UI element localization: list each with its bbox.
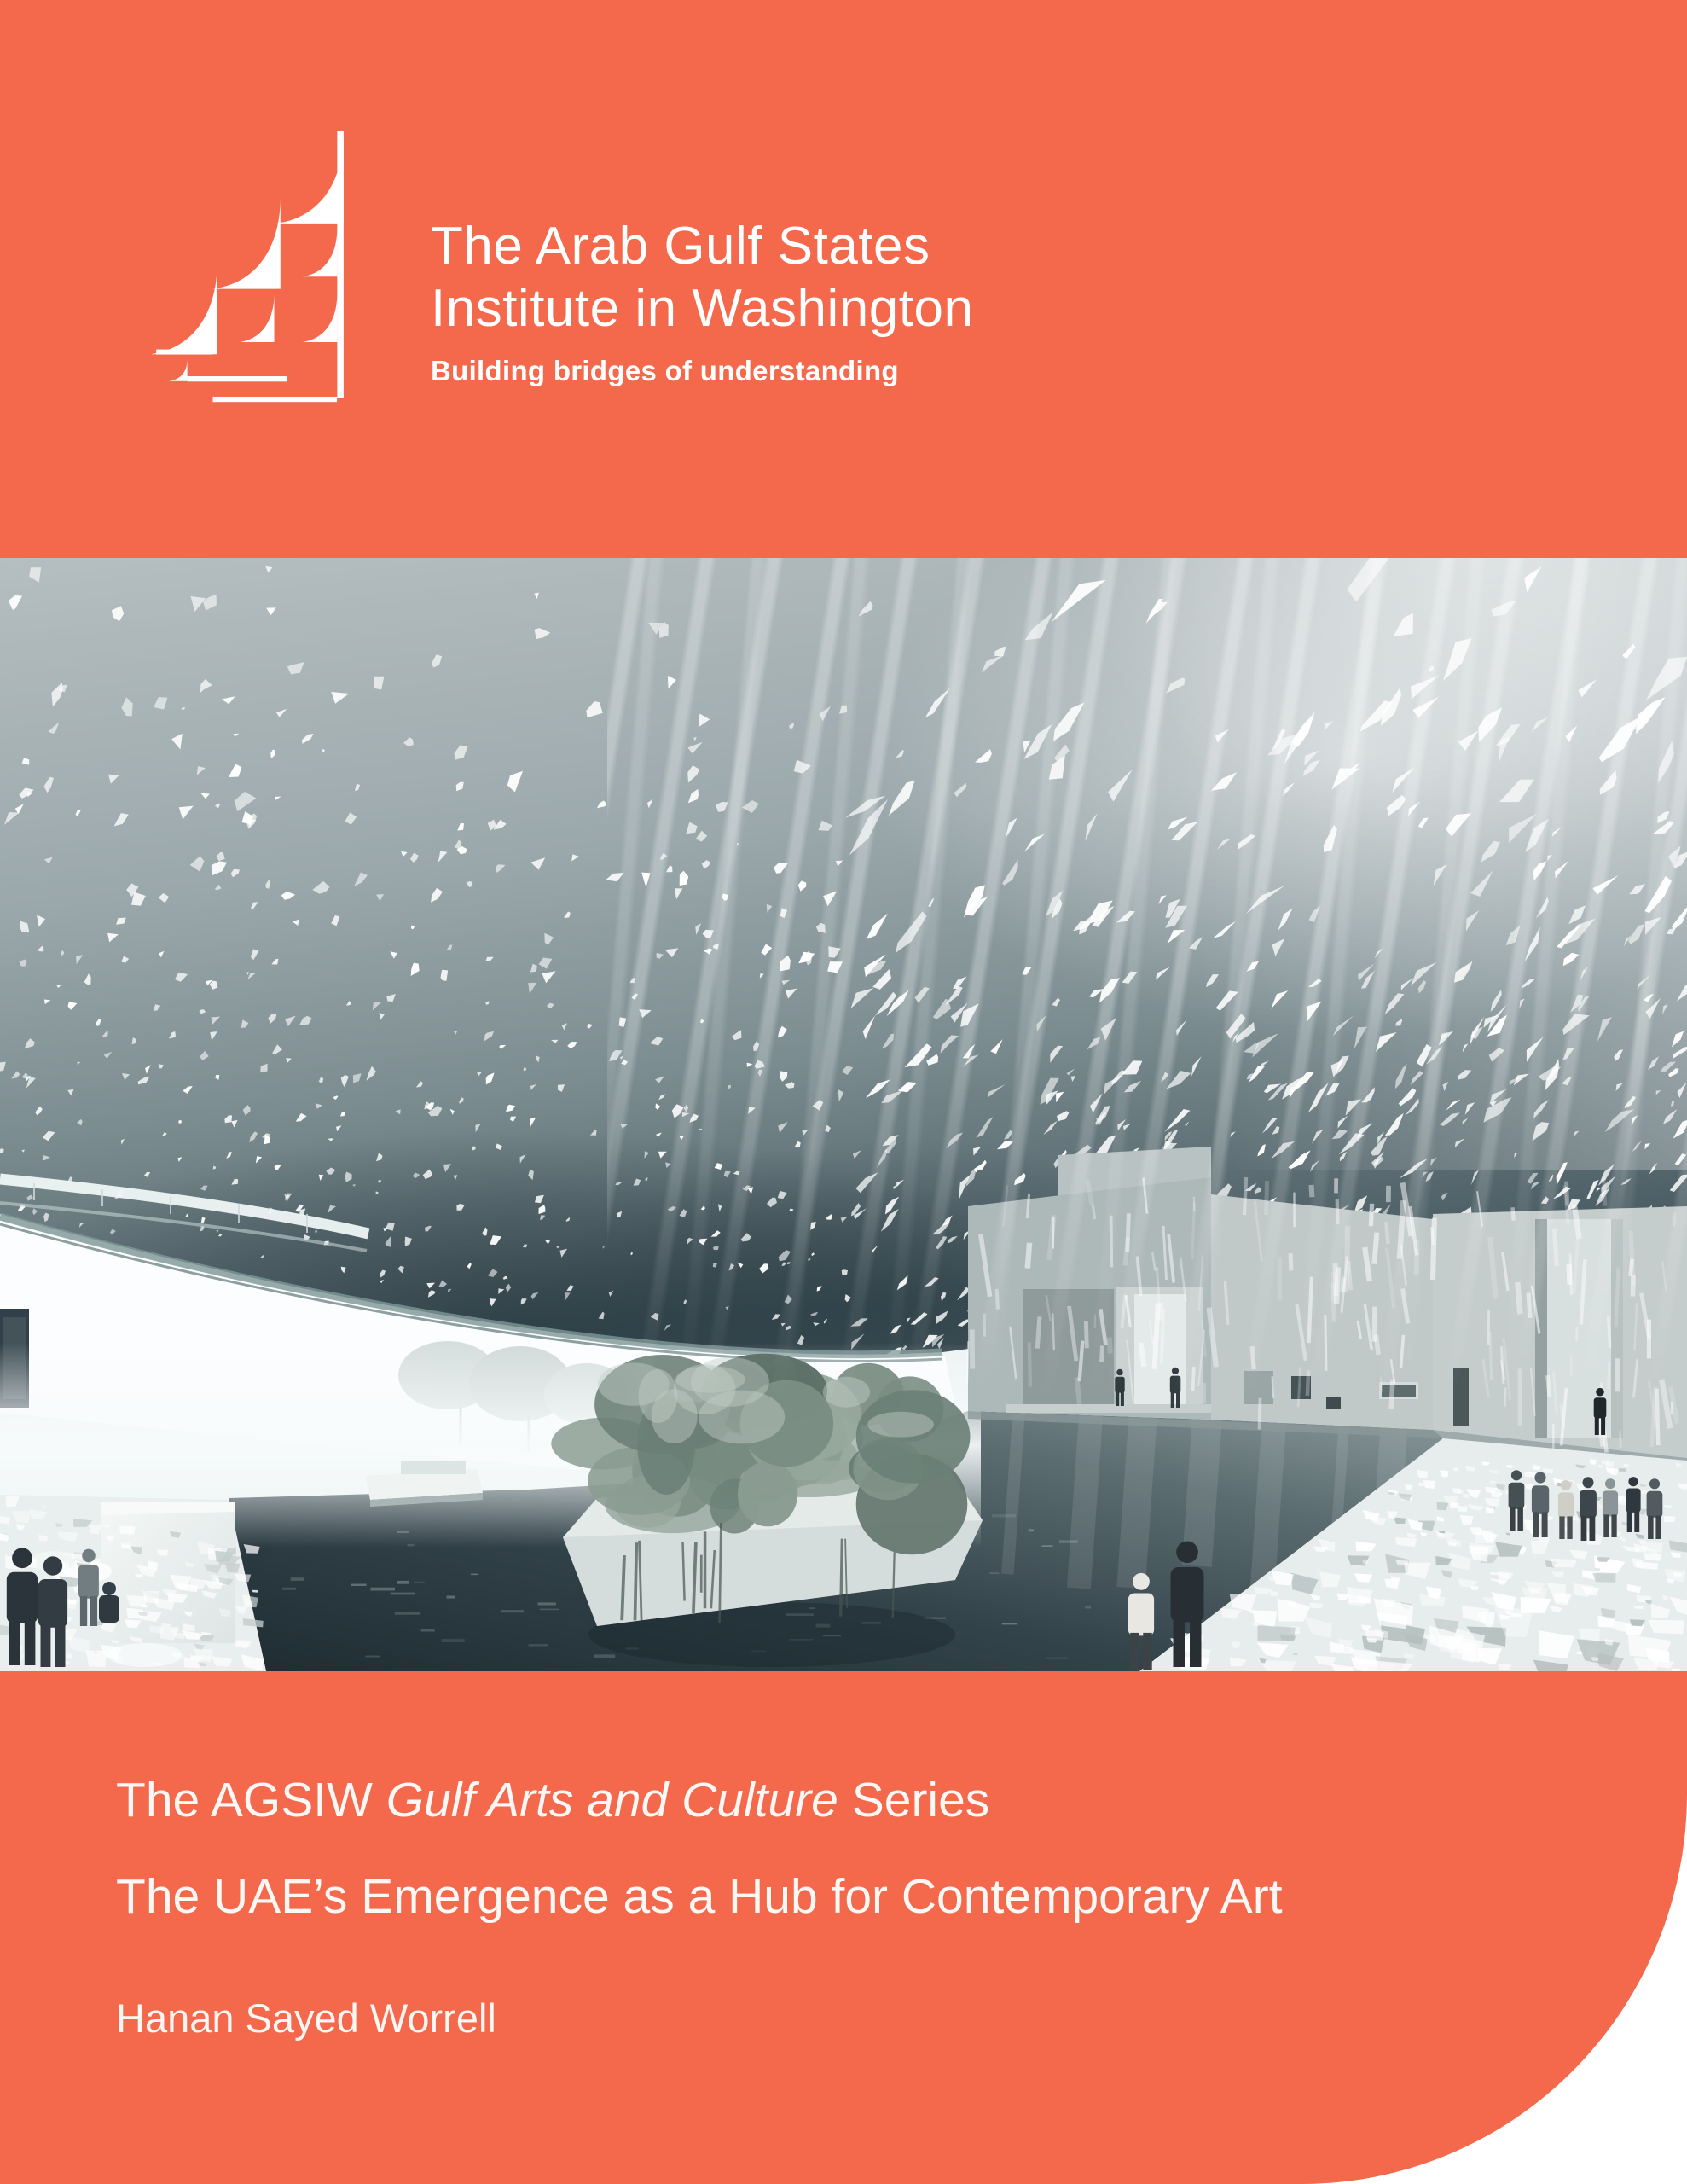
header (0, 0, 1687, 558)
series-line (116, 1773, 1283, 1829)
org-name-line1: The Arab Gulf States (431, 217, 930, 276)
cover-title: The UAE’s Emergence as a Hub for Contemporary Art (116, 1868, 1283, 1924)
org-name-line2: Institute in Washington (431, 279, 974, 338)
cover-titles (116, 1773, 1283, 2041)
author-name: Hanan Sayed Worrell (116, 1995, 496, 2042)
series-suffix: Series (838, 1773, 990, 1827)
org-tagline: Building bridges of understanding (431, 355, 899, 386)
agsiw-sails-logo-icon (152, 126, 374, 403)
series-prefix: The AGSIW (116, 1773, 386, 1827)
louvre-abu-dhabi-rendering (0, 558, 1687, 1671)
brand-text-block (431, 215, 973, 387)
series-name-italic: Gulf Arts and Culture (386, 1773, 838, 1827)
cover-photo (0, 558, 1687, 1671)
